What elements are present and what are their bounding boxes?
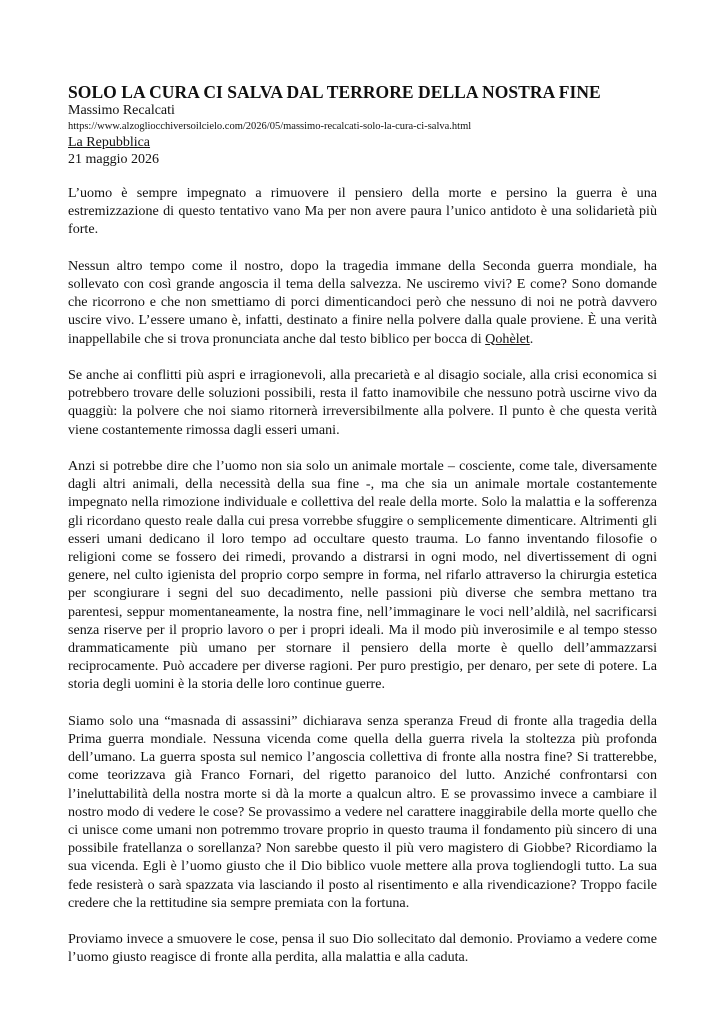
paragraph-2 bbox=[68, 257, 657, 348]
article-source-link[interactable]: La Repubblica bbox=[68, 135, 151, 150]
paragraph-3: Se anche ai conflitti più aspri e irragionevoli, alla precarietà e al disagio sociale, alla crisi economica si potrebbero trovare delle soluzioni possibili, resta il fatto inamovibile che nessuno potrà uscirne vivo da quaggiù: la polvere che noi siamo ritornerà irreversibilmente alla polvere. Il punto è che questa verità viene costantemente rimossa dagli esseri umani. bbox=[68, 367, 657, 438]
paragraph-5: Siamo solo una “masnada di assassini” dichiarava senza speranza Freud di fronte alla tragedia della Prima guerra mondiale. Nessuna vicenda come quella della guerra rivela la stoltezza più profonda dell’umano. La guerra sposta sul nemico l’angoscia collettiva di fronte alla nostra fine? Si tratterebbe, come teorizzava già Franco Fornari, del rigetto paranoico del lutto. Anziché confrontarsi con l’ineluttabilità della nostra morte si dà la morte a qualcun altro. E se provassimo invece a cambiare il nostro modo di vedere le cose? Se provassimo a vedere nel carattere inaggirabile della morte quello che ci unisce come umani non potremmo trovare proprio in questo trauma il fondamento più sincero di una possibile fratellanza o sorellanza? Non sarebbe questo il più vero magistero di Giobbe? Ricordiamo la sua vicenda. Egli è l’uomo giusto che il Dio biblico vuole mettere alla prova togliendogli tutto. La sua fede resisterà o sarà spazzata via lasciando il posto al risentimento e alla rivendicazione? Troppo facile credere che la rettitudine sia sempre premiata con la fortuna. bbox=[68, 712, 657, 911]
article-url[interactable]: https://www.alzogliocchiversoilcielo.com/2026/05/massimo-recalcati-solo-la-cura-ci-salva.html bbox=[68, 121, 472, 132]
paragraph-2-end: . bbox=[529, 330, 534, 347]
qohelet-link[interactable]: Qohèlet bbox=[485, 330, 530, 347]
article-author: Massimo Recalcati bbox=[68, 103, 175, 118]
paragraph-2-text: Nessun altro tempo come il nostro, dopo la tragedia immane della Seconda guerra mondiale, ha sollevato con così grande angoscia il tema della salvezza. Ne usciremo vivi? E come? Sono domande che ricorrono e che non smettiamo di porci dimenticandoci però che nessuno di noi ne potrà davvero uscire vivo. L’essere umano è, infatti, destinato a finire nella polvere dalla quale proviene. È una verità inappellabile che si trova pronunciata anche dal testo biblico per bocca di bbox=[68, 257, 657, 347]
article-title: SOLO LA CURA CI SALVA DAL TERRORE DELLA NOSTRA FINE bbox=[68, 82, 601, 102]
paragraph-6: Proviamo invece a smuovere le cose, pensa il suo Dio sollecitato dal demonio. Proviamo a vedere come l’uomo giusto reagisce di fronte alla perdita, alla malattia e alla caduta. bbox=[68, 931, 657, 966]
article-date: 21 maggio 2026 bbox=[68, 152, 159, 167]
article-header bbox=[68, 82, 657, 168]
paragraph-1: L’uomo è sempre impegnato a rimuovere il pensiero della morte e persino la guerra è una estremizzazione di questo tentativo vano Ma per non avere paura l’unico antidoto è una solidarietà più forte. bbox=[68, 185, 657, 238]
paragraph-4: Anzi si potrebbe dire che l’uomo non sia solo un animale mortale – cosciente, come tale, diversamente dagli altri animali, della necessità della sua fine -, ma che sia un animale mortale costantemente impegnato nella rimozione individuale e collettiva del reale della morte. Solo la malattia e la sofferenza gli ricordano questo reale dalla cui presa vorrebbe sfuggire o semplicemente dimenticare. Altrimenti gli esseri umani dedicano il loro tempo ad occultare questo trauma. Lo fanno inventando filosofie o religioni come se fossero dei rimedi, provando a distrarsi in ogni modo, nel divertissement di ogni genere, nel culto igienista del proprio corpo sempre in forma, nel rifarlo attraverso la chirurgia estetica per scongiurare i segni del suo decadimento, nelle passioni più diverse che sembra mettano tra parentesi, seppur momentaneamente, la nostra fine, nell’immaginare le voci nell’aldilà, nel sacrificarsi senza riserve per il proprio lavoro o per i propri ideali. Ma il modo più inverosimile e al tempo stesso drammaticamente più umano per stornare il pensiero della morte è quello dell’ammazzarsi reciprocamente. Può accadere per diverse ragioni. Per puro prestigio, per denaro, per sete di potere. La storia degli uomini è la storia delle loro continue guerre. bbox=[68, 458, 657, 693]
article-body bbox=[68, 184, 657, 967]
